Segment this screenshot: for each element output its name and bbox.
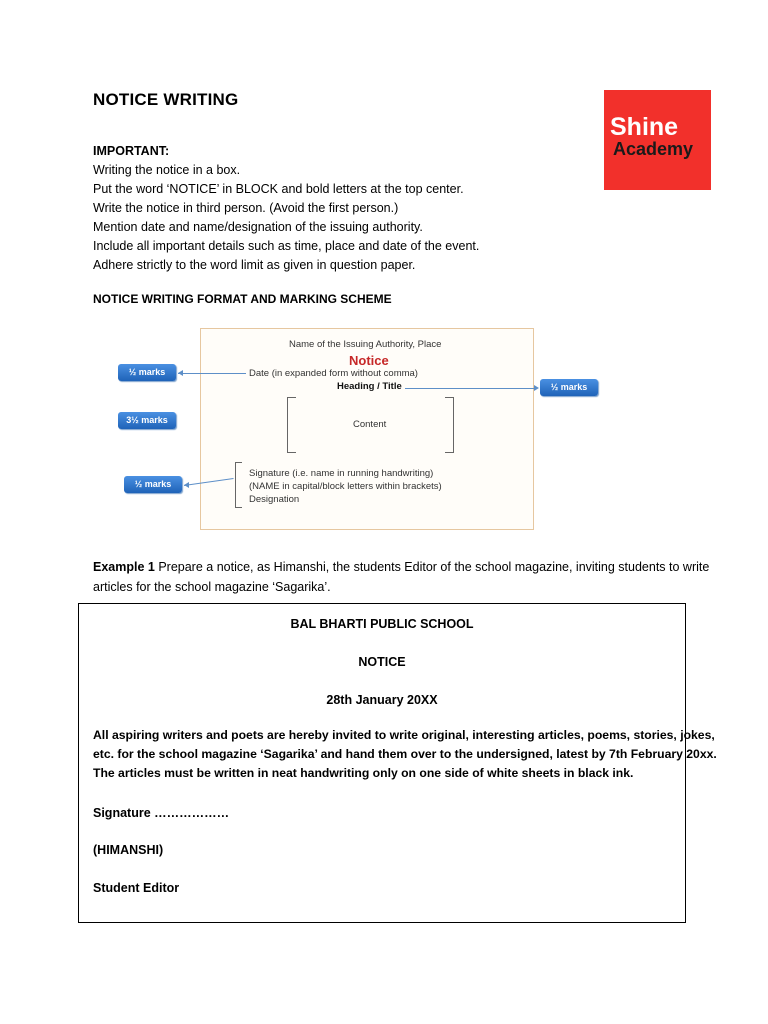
signature-line: (NAME in capital/block letters within brackets) — [249, 481, 442, 492]
example-text: Prepare a notice, as Himanshi, the students Editor of the school magazine, inviting students to write articles for the school magazine ‘Sagarika’. — [93, 560, 710, 594]
content-bracket-right — [445, 397, 454, 453]
heading-marks-badge: ½ marks — [540, 379, 598, 396]
signature-line: Signature (i.e. name in running handwriting) — [249, 468, 434, 479]
signature-arrowhead — [184, 482, 189, 488]
heading-arrow — [405, 388, 537, 389]
notice-name: (HIMANSHI) — [93, 843, 164, 857]
format-section-heading: NOTICE WRITING FORMAT AND MARKING SCHEME — [93, 292, 392, 306]
school-name: BAL BHARTI PUBLIC SCHOOL — [290, 617, 474, 631]
format-box — [200, 328, 534, 530]
notice-date: 28th January 20XX — [326, 693, 438, 707]
content-label: Content — [353, 419, 387, 430]
notice-designation: Student Editor — [93, 881, 180, 895]
example-prompt — [93, 558, 713, 597]
date-arrow — [178, 373, 246, 374]
important-point: Write the notice in third person. (Avoid the first person.) — [93, 201, 399, 215]
important-point: Mention date and name/designation of the issuing authority. — [93, 220, 423, 234]
important-point: Adhere strictly to the word limit as given in question paper. — [93, 258, 416, 272]
notice-box — [78, 603, 717, 923]
content-bracket-left — [287, 397, 296, 453]
notice-signature: Signature ……………… — [93, 806, 230, 820]
date-arrowhead — [178, 370, 183, 376]
signature-bracket — [235, 462, 242, 508]
important-point: Put the word ‘NOTICE’ in BLOCK and bold letters at the top center. — [93, 182, 464, 196]
important-heading: IMPORTANT: — [93, 144, 170, 158]
content-marks-badge: 3½ marks — [118, 412, 176, 429]
notice-heading: NOTICE — [358, 655, 406, 669]
signature-marks-badge: ½ marks — [124, 476, 182, 493]
heading-arrowhead — [534, 385, 539, 391]
important-point: Writing the notice in a box. — [93, 163, 241, 177]
date-marks-badge: ½ marks — [118, 364, 176, 381]
logo-line-2: Academy — [613, 139, 694, 159]
shine-academy-logo — [604, 90, 711, 190]
page-title: NOTICE WRITING — [93, 90, 239, 109]
date-line: Date (in expanded form without comma) — [249, 368, 418, 379]
important-section — [93, 142, 479, 275]
example-label: Example 1 — [93, 560, 155, 574]
format-notice-word: Notice — [349, 353, 389, 368]
issuing-authority-line: Name of the Issuing Authority, Place — [289, 339, 442, 350]
format-diagram — [118, 328, 538, 530]
heading-line: Heading / Title — [337, 381, 402, 392]
important-point: Include all important details such as time, place and date of the event. — [93, 239, 480, 253]
notice-body: All aspiring writers and poets are hereby invited to write original, interesting articles, poems, stories, jokes, etc. for the school magazine ‘Sagarika’ and hand them over to the undersigned, latest by 7th February 20xx. The articles must be written in neat handwriting only on one side of white sheets in black ink. — [93, 728, 717, 780]
logo-line-1: Shine — [610, 113, 679, 141]
signature-line: Designation — [249, 494, 300, 505]
